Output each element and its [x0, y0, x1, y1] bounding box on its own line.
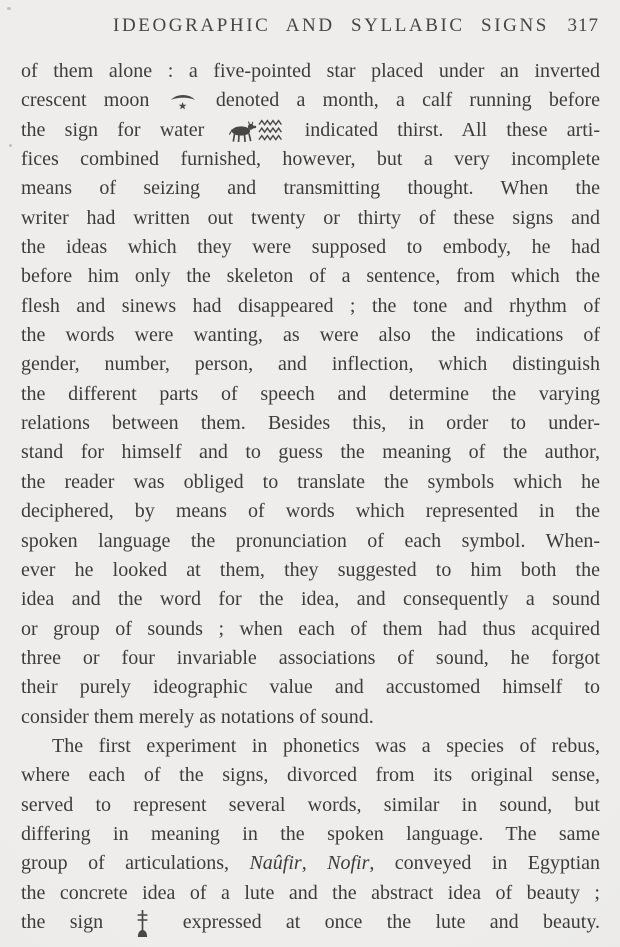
scan-speck: [9, 144, 12, 147]
text-segment: the sign for water: [21, 118, 205, 141]
text-line: consider them merely as notations of sound.: [21, 705, 374, 728]
nefer-hieroglyph-icon: [136, 908, 149, 937]
text-segment: group of articulations,: [21, 852, 230, 875]
text-line: or group of sounds ; when each of them had thus acquired: [21, 617, 600, 640]
paragraph: [21, 732, 600, 937]
text-line: flesh and sinews had disappeared ; the tone and rhythm of: [21, 294, 600, 317]
text-line: [21, 908, 600, 937]
crescent-moon-star-hieroglyph-icon: [170, 91, 196, 113]
italic-term: Naûfir: [249, 852, 302, 875]
text-line: [21, 116, 600, 145]
text-line: the words were wanting, as were also the indications of: [21, 324, 600, 347]
text-line: fices combined furnished, however, but a very incomplete: [21, 148, 600, 171]
text-line: [21, 86, 600, 115]
page-number: 317: [567, 15, 599, 36]
text-line: idea and the word for the idea, and consequently a sound: [21, 588, 600, 611]
text-line: before him only the skeleton of a sentence, from which the: [21, 265, 600, 288]
text-segment: the sign: [21, 910, 104, 933]
text-line: the ideas which they were supposed to embody, he had: [21, 236, 600, 259]
italic-term: Nofir: [327, 852, 370, 875]
text-line: where each of the signs, divorced from its original sense,: [21, 764, 600, 787]
text-line: the different parts of speech and determine the varying: [21, 382, 600, 405]
text-segment: ,: [301, 852, 328, 875]
text-line: spoken language the pronunciation of each symbol. When-: [21, 529, 600, 552]
calf-water-hieroglyph-icon: [227, 118, 283, 145]
paragraph: [21, 57, 600, 732]
text-line: deciphered, by means of words which represented in the: [21, 500, 600, 523]
text-line: relations between them. Besides this, in order to under-: [21, 412, 600, 435]
text-line: The first experiment in phonetics was a species of rebus,: [52, 734, 600, 757]
text-line: means of seizing and transmitting thought. When the: [21, 177, 600, 200]
text-segment: denoted a month, a calf running before: [215, 89, 600, 112]
page-header: [0, 15, 620, 41]
text-line: gender, number, person, and inflection, which distinguish: [21, 353, 600, 376]
text-line: served to represent several words, similar in sound, but: [21, 793, 600, 816]
text-line: stand for himself and to guess the meaning of the author,: [21, 441, 600, 464]
text-segment: , conveyed in Egyptian: [369, 852, 600, 875]
scan-speck: [7, 7, 11, 10]
running-title: IDEOGRAPHIC AND SYLLABIC SIGNS: [113, 15, 549, 36]
text-segment: crescent moon: [21, 89, 150, 112]
text-line: the reader was obliged to translate the symbols which he: [21, 470, 600, 493]
text-line: differing in meaning in the spoken language. The same: [21, 822, 600, 845]
text-segment: expressed at once the lute and beauty.: [182, 910, 600, 933]
text-line: three or four invariable associations of sound, he forgot: [21, 646, 600, 669]
text-line: their purely ideographic value and accustomed himself to: [21, 676, 600, 699]
page-body: [21, 57, 600, 937]
text-segment: indicated thirst. All these arti-: [304, 118, 600, 141]
text-line: writer had written out twenty or thirty of these signs and: [21, 206, 600, 229]
text-line: the concrete idea of a lute and the abstract idea of beauty ;: [21, 881, 600, 904]
text-line: [21, 849, 600, 878]
text-line: of them alone : a five-pointed star placed under an inverted: [21, 60, 600, 82]
text-line: ever he looked at them, they suggested to him both the: [21, 558, 600, 581]
